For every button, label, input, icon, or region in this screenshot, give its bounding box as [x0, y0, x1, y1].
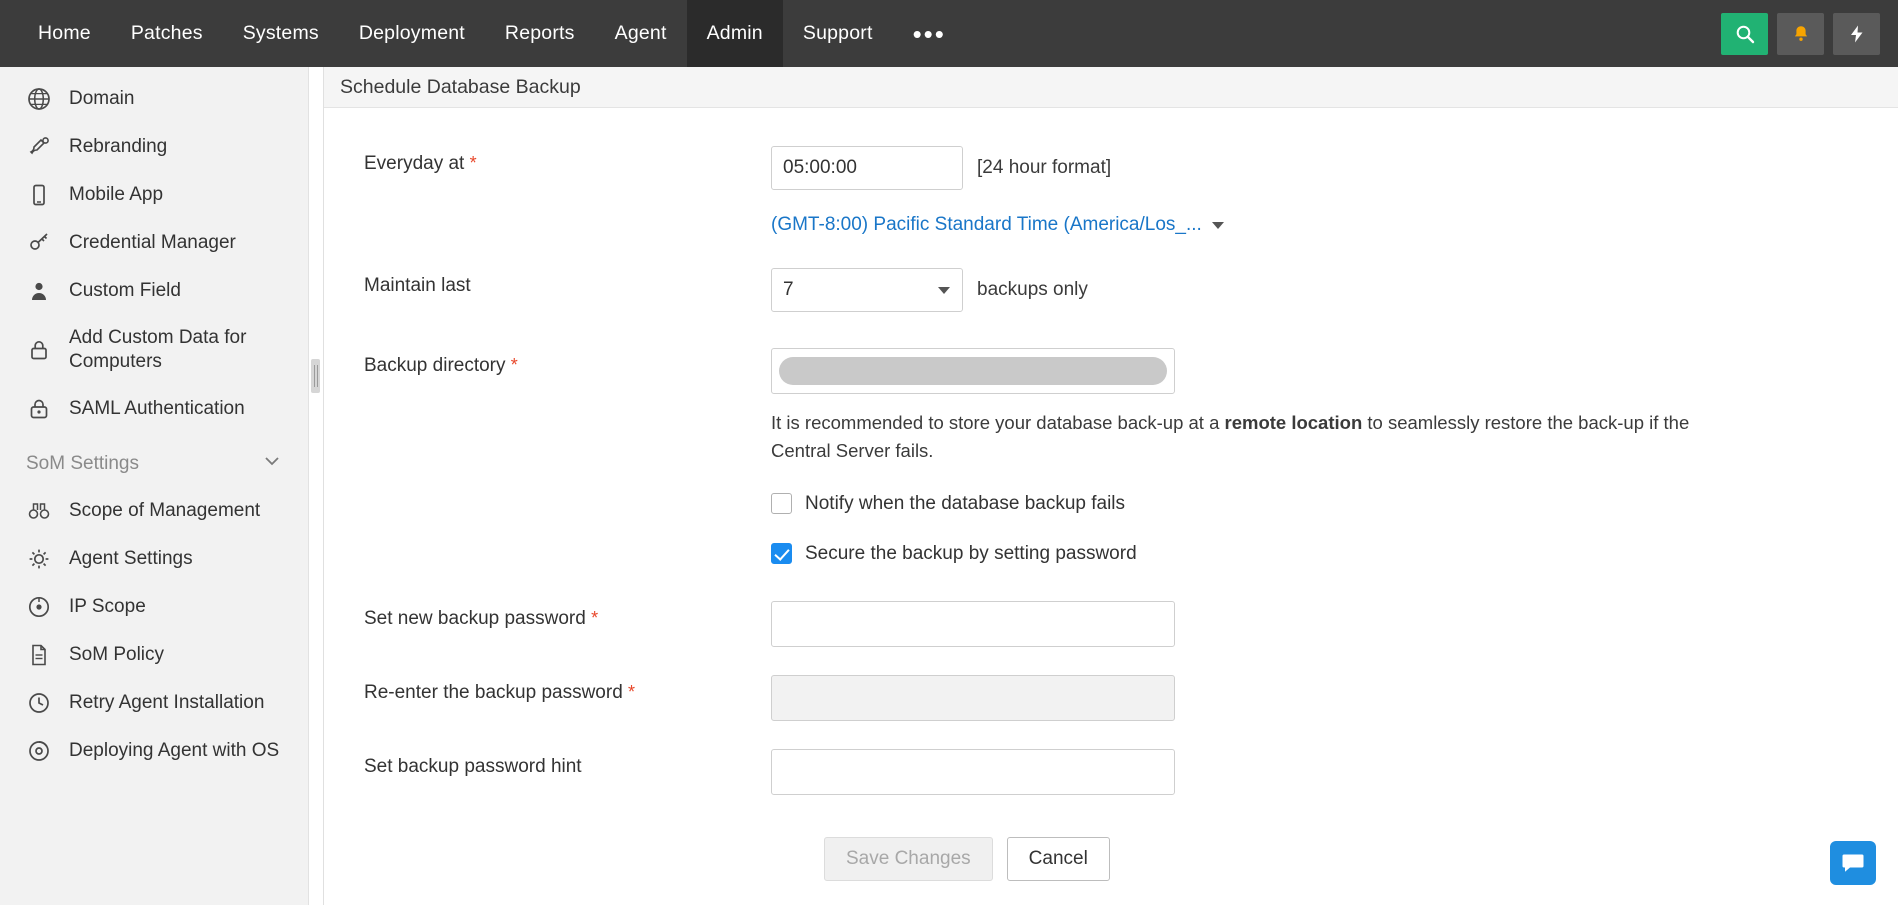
nav-item-agent[interactable]	[595, 0, 687, 67]
backup-directory-input[interactable]	[771, 348, 1175, 394]
sidebar-item-label: Deploying Agent with OS	[69, 739, 280, 761]
backup-directory-field-group	[771, 348, 1898, 565]
form-row-reenter-password	[324, 675, 1898, 721]
everyday-at-inline	[771, 146, 1898, 190]
sidebar-item-label: Add Custom Data for Computers	[69, 327, 247, 372]
sidebar-item-rebranding[interactable]	[0, 123, 308, 171]
lock-icon	[26, 337, 52, 363]
document-icon	[26, 642, 52, 668]
sidebar-item-mobile-app[interactable]	[0, 171, 308, 219]
nav-overflow-label: •••	[912, 18, 946, 49]
maintain-last-label	[324, 268, 771, 297]
required-marker: *	[591, 607, 599, 628]
new-password-input[interactable]	[771, 601, 1175, 647]
reenter-password-field-group	[771, 675, 1898, 721]
label-text: Everyday at	[364, 153, 465, 174]
notify-backup-fails-checkbox[interactable]	[771, 493, 792, 514]
secure-backup-password-row[interactable]	[771, 543, 1898, 565]
disc-icon	[26, 738, 52, 764]
cancel-button[interactable]: Cancel	[1007, 837, 1110, 881]
nav-item-admin[interactable]	[687, 0, 783, 67]
page-title: Schedule Database Backup	[324, 67, 1898, 108]
label-text: Maintain last	[364, 275, 471, 296]
chevron-down-icon	[262, 451, 282, 477]
sidebar-item-som-policy[interactable]	[0, 631, 308, 679]
reenter-password-input[interactable]	[771, 675, 1175, 721]
content-panel	[323, 67, 1898, 905]
sidebar-item-saml-authentication[interactable]	[0, 385, 308, 433]
everyday-at-field-group	[771, 146, 1898, 236]
nav-label: Agent	[614, 22, 667, 44]
sidebar-item-label: SoM Policy	[69, 643, 165, 665]
nav-label: Support	[802, 22, 873, 44]
label-text: Set new backup password	[364, 607, 586, 629]
sidebar-group-som-settings[interactable]	[0, 433, 308, 487]
chevron-down-icon	[1212, 222, 1224, 229]
backup-directory-label	[324, 348, 771, 377]
sidebar-item-credential-manager[interactable]	[0, 219, 308, 267]
timezone-selector[interactable]	[771, 214, 1898, 236]
form-row-everyday-at	[324, 146, 1898, 236]
maintain-last-value: 7	[783, 279, 794, 300]
notification-bell-icon[interactable]	[1777, 13, 1824, 55]
sidebar-item-label: Mobile App	[69, 184, 164, 206]
nav-label: Reports	[504, 22, 575, 44]
sidebar-item-label: SAML Authentication	[69, 397, 245, 419]
sidebar-item-scope-of-management[interactable]	[0, 487, 308, 535]
sidebar-item-domain[interactable]	[0, 75, 308, 123]
nav-item-home[interactable]	[18, 0, 111, 67]
mobile-icon	[26, 182, 52, 208]
sidebar-item-label: Credential Manager	[69, 232, 236, 254]
password-hint-input[interactable]	[771, 749, 1175, 795]
sidebar-resize-handle[interactable]	[309, 67, 323, 905]
sidebar-item-label: Rebranding	[69, 136, 168, 158]
sidebar-item-add-custom-data-for-computers[interactable]	[0, 315, 308, 385]
secure-backup-password-checkbox[interactable]	[771, 543, 792, 564]
sidebar-item-label: Scope of Management	[69, 499, 261, 521]
retry-clock-icon	[26, 690, 52, 716]
nav-item-reports[interactable]	[485, 0, 595, 67]
gear-person-icon	[26, 546, 52, 572]
backup-directory-note	[771, 409, 1731, 465]
nav-item-support[interactable]	[783, 0, 893, 67]
nav-item-deployment[interactable]	[339, 0, 485, 67]
save-changes-button[interactable]: Save Changes	[824, 837, 993, 881]
notify-backup-fails-row[interactable]	[771, 493, 1898, 515]
everyday-at-label	[324, 146, 771, 175]
globe-icon	[26, 86, 52, 112]
maintain-last-field-group	[771, 268, 1898, 312]
reenter-password-label	[324, 675, 771, 704]
top-nav-actions	[1721, 0, 1898, 67]
resize-grip-icon[interactable]	[311, 359, 320, 393]
nav-item-systems[interactable]	[223, 0, 339, 67]
time-format-hint: [24 hour format]	[977, 157, 1112, 178]
nav-label: Admin	[706, 22, 763, 44]
form-row-new-password	[324, 601, 1898, 647]
required-marker: *	[628, 681, 636, 702]
form-row-maintain-last	[324, 268, 1898, 312]
form-actions	[771, 837, 1898, 881]
nav-label: Patches	[130, 22, 203, 44]
everyday-at-time-input[interactable]	[771, 146, 963, 190]
sidebar-item-retry-agent-installation[interactable]	[0, 679, 308, 727]
maintain-last-select[interactable]	[771, 268, 963, 312]
top-navigation-bar	[0, 0, 1898, 67]
sidebar-item-label: Domain	[69, 88, 135, 110]
nav-overflow-menu-icon[interactable]	[893, 0, 966, 67]
form-row-password-hint	[324, 749, 1898, 795]
note-text-bold: remote location	[1224, 412, 1363, 433]
sidebar-item-label: IP Scope	[69, 595, 146, 617]
sidebar-item-label: Retry Agent Installation	[69, 691, 265, 713]
password-hint-label	[324, 749, 771, 778]
maintain-last-inline	[771, 268, 1898, 312]
sidebar-group-label: SoM Settings	[26, 452, 139, 474]
note-text-pre: It is recommended to store your database back-up at a	[771, 412, 1225, 433]
target-icon	[26, 594, 52, 620]
sidebar-item-agent-settings[interactable]	[0, 535, 308, 583]
maintain-last-suffix: backups only	[977, 279, 1088, 300]
new-password-label	[324, 601, 771, 630]
form-row-backup-directory	[324, 348, 1898, 565]
main-body	[0, 67, 1898, 905]
nav-label: Home	[38, 22, 91, 44]
padlock-icon	[26, 396, 52, 422]
password-hint-field-group	[771, 749, 1898, 795]
nav-label: Deployment	[358, 22, 465, 44]
brush-icon	[26, 134, 52, 160]
note-text-post: to seamlessly restore the back-up if the Central Server fails.	[771, 412, 1690, 461]
new-password-field-group	[771, 601, 1898, 647]
secure-backup-password-label: Secure the backup by setting password	[805, 542, 1137, 564]
person-icon	[26, 278, 52, 304]
top-nav-items	[0, 0, 966, 67]
sidebar-item-label: Custom Field	[69, 280, 181, 302]
sidebar-item-ip-scope[interactable]	[0, 583, 308, 631]
nav-item-patches[interactable]	[111, 0, 223, 67]
label-text: Re-enter the backup password	[364, 681, 623, 703]
required-marker: *	[469, 153, 477, 173]
timezone-value: (GMT-8:00) Pacific Standard Time (America/Los_...	[771, 214, 1202, 235]
search-icon[interactable]	[1721, 13, 1768, 55]
quick-actions-bolt-icon[interactable]	[1833, 13, 1880, 55]
chevron-down-icon	[938, 287, 950, 294]
key-icon	[26, 230, 52, 256]
sidebar-item-label: Agent Settings	[69, 547, 193, 569]
notify-backup-fails-label: Notify when the database backup fails	[805, 492, 1126, 514]
redacted-value-bar	[779, 357, 1167, 385]
binoculars-icon	[26, 498, 52, 524]
chat-bubble-icon[interactable]	[1830, 841, 1876, 885]
required-marker: *	[510, 355, 518, 375]
label-text: Backup directory	[364, 355, 506, 376]
label-text: Set backup password hint	[364, 755, 582, 777]
sidebar-item-deploying-agent-with-os[interactable]	[0, 727, 308, 775]
sidebar-item-custom-field[interactable]	[0, 267, 308, 315]
nav-label: Systems	[242, 22, 319, 44]
admin-sidebar	[0, 67, 309, 905]
schedule-database-backup-form	[324, 108, 1898, 881]
